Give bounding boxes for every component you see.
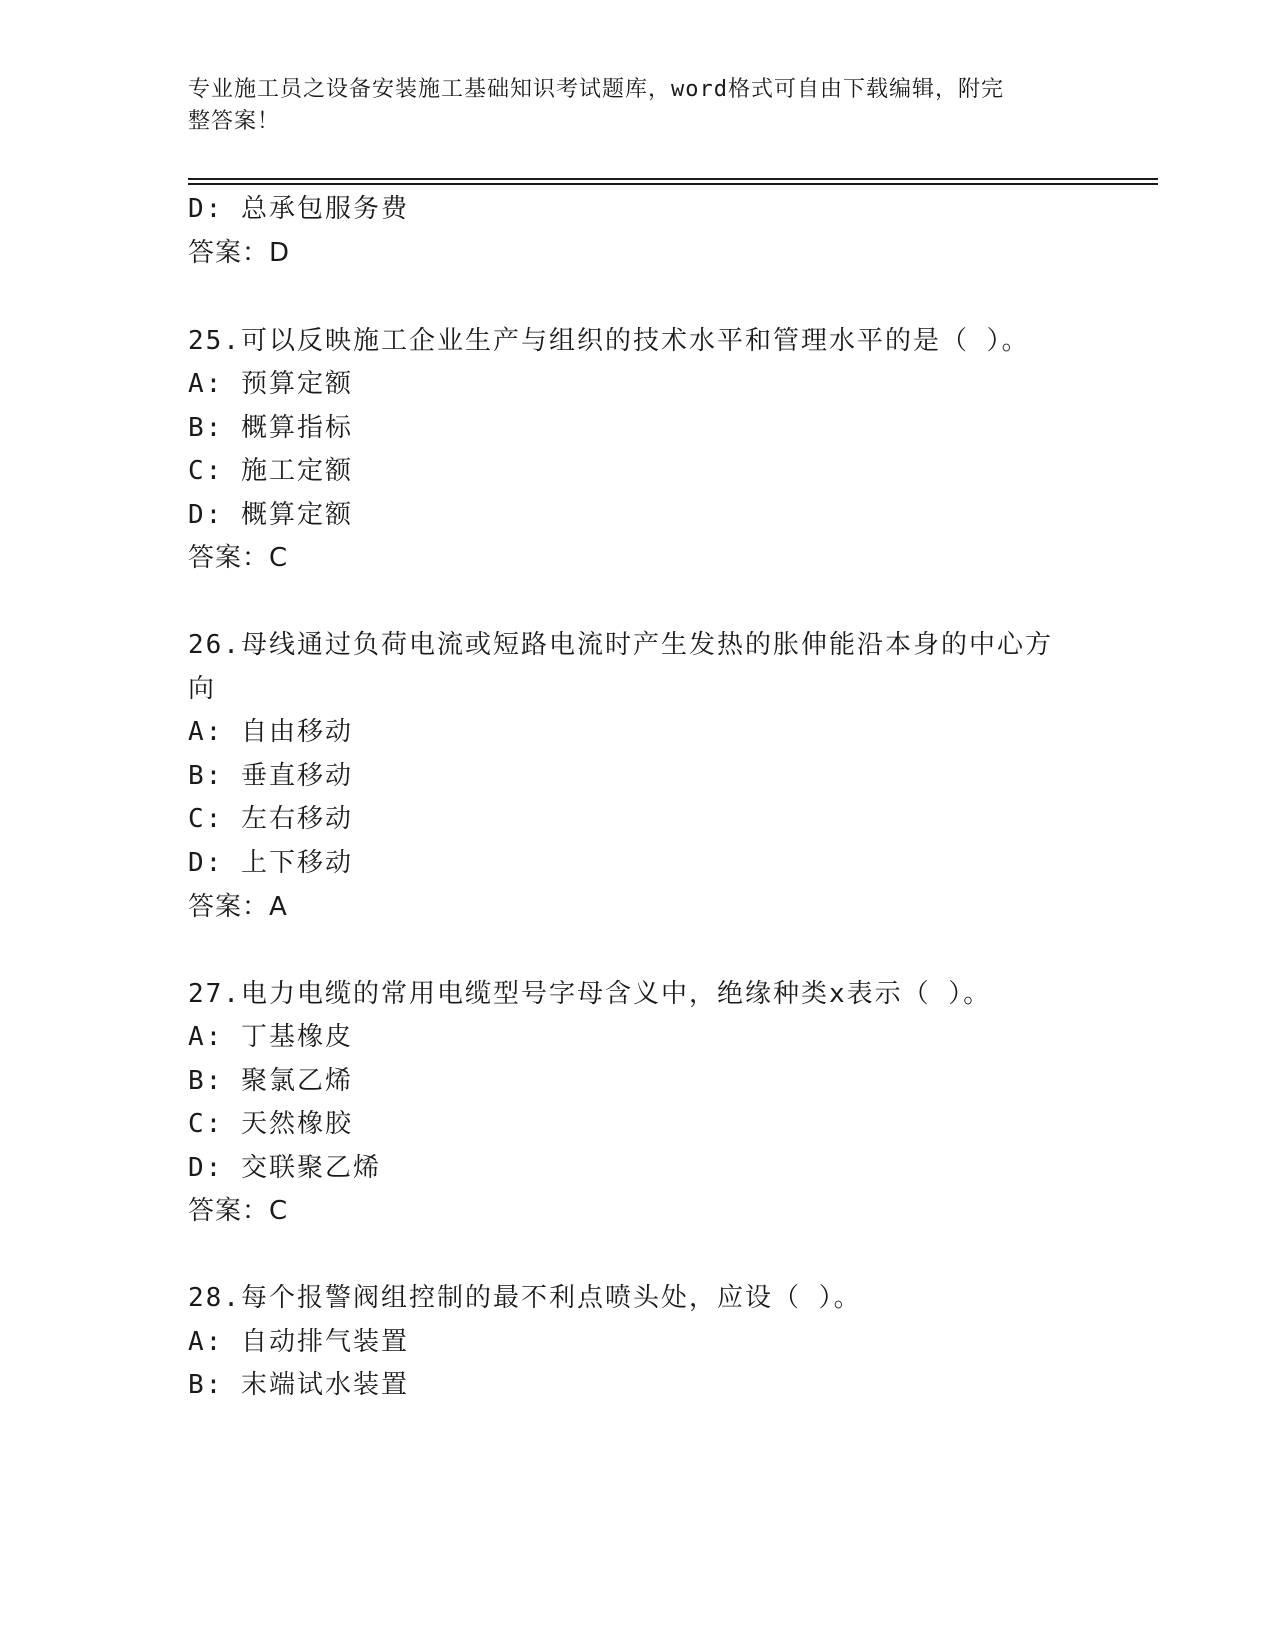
q27-option-c: C: 天然橡胶 [188,1109,353,1139]
q25-option-c: C: 施工定额 [188,456,353,486]
q25-option-b: B: 概算指标 [188,413,353,443]
q26-option-b: B: 垂直移动 [188,761,353,791]
q27-option-b: B: 聚氯乙烯 [188,1066,353,1096]
q25-option-d: D: 概算定额 [188,500,353,530]
q24-answer: 答案：D [188,238,291,268]
q27-question: 27.电力电缆的常用电缆型号字母含义中，绝缘种类x表示（ ）。 [188,979,992,1009]
q26-option-d: D: 上下移动 [188,848,353,878]
q26-answer: 答案：A [188,892,288,922]
q28-question: 28.每个报警阀组控制的最不利点喷头处，应设（ ）。 [188,1283,862,1313]
q25-question: 25.可以反映施工企业生产与组织的技术水平和管理水平的是（ ）。 [188,326,1030,356]
q26-option-a: A: 自由移动 [188,717,353,747]
q27-option-d: D: 交联聚乙烯 [188,1153,381,1183]
q28-option-b: B: 末端试水装置 [188,1370,409,1400]
q24-option-d: D: 总承包服务费 [188,194,409,224]
header-intro-line-1: 专业施工员之设备安装施工基础知识考试题库，word格式可自由下载编辑，附完 [188,77,1004,102]
header-divider-bottom [188,183,1158,185]
q25-answer: 答案：C [188,543,289,573]
q28-option-a: A: 自动排气装置 [188,1327,409,1357]
q26-question-line-2: 向 [188,674,217,704]
header-intro-line-2: 整答案！ [188,109,281,134]
q26-option-c: C: 左右移动 [188,804,353,834]
q27-answer: 答案：C [188,1196,289,1226]
q25-option-a: A: 预算定额 [188,369,353,399]
q27-option-a: A: 丁基橡皮 [188,1022,353,1052]
header-divider-top [188,178,1158,180]
q26-question-line-1: 26.母线通过负荷电流或短路电流时产生发热的胀伸能沿本身的中心方 [188,630,1053,660]
document-header [188,74,1068,138]
